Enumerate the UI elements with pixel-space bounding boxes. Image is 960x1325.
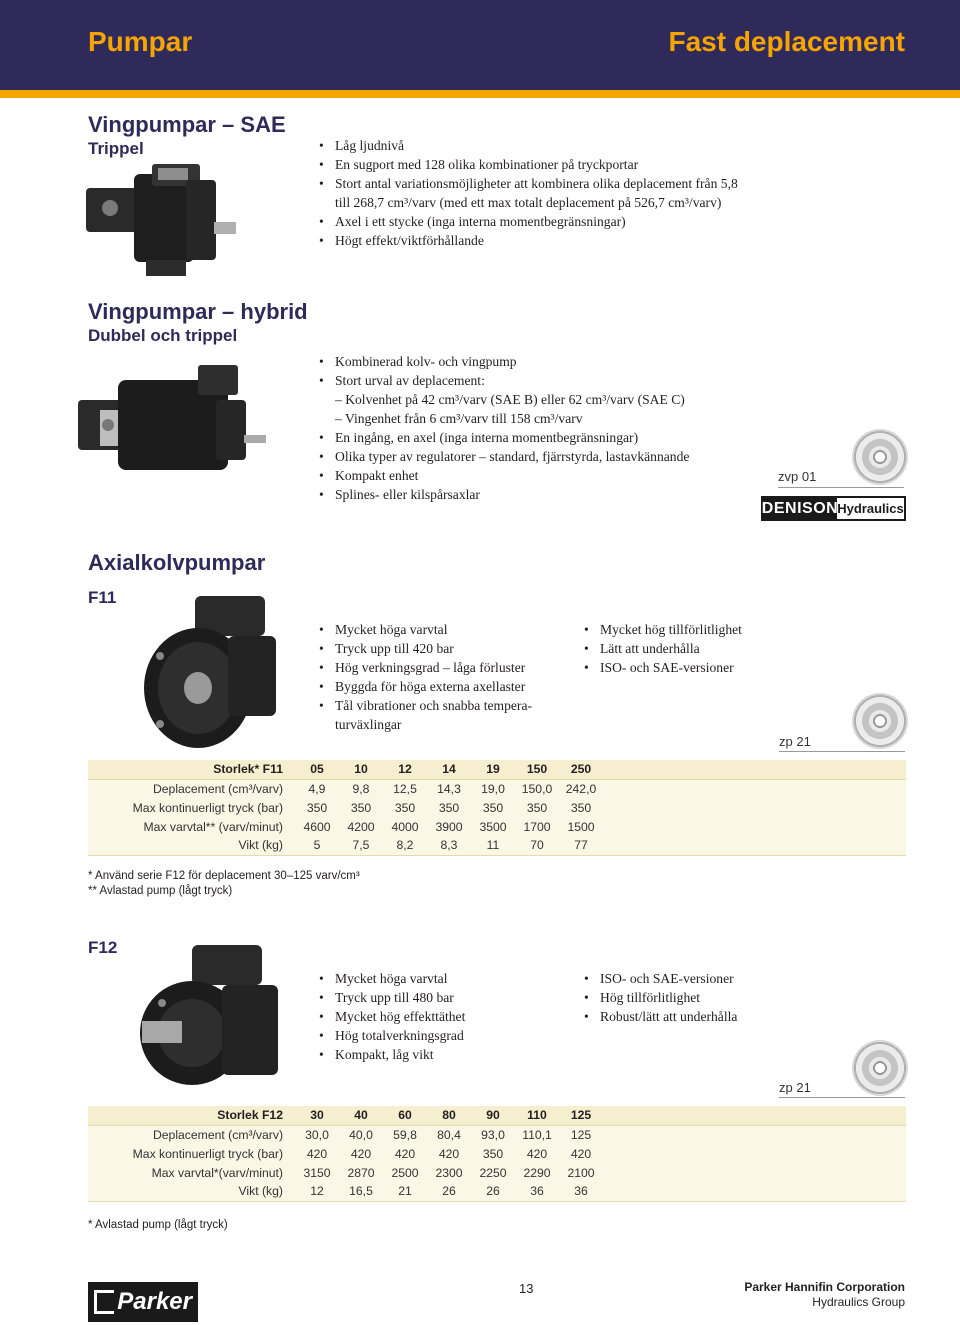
sae-bullet-list [317, 136, 738, 250]
value-cell: 2100 [559, 1163, 603, 1182]
value-cell: 420 [515, 1144, 559, 1163]
value-cell: 420 [427, 1144, 471, 1163]
f12-bullet: • Tryck upp till 480 bar [317, 988, 465, 1007]
size-cell: 14 [427, 760, 471, 779]
f12-bullet: • ISO- och SAE-versioner [582, 969, 737, 988]
f11-catalog-ref: zp 21 [779, 734, 811, 749]
cd-icon [852, 1040, 908, 1096]
hybrid-bullet: • Stort urval av deplacement: [317, 371, 689, 390]
row-label: Max varvtal** (varv/minut) [88, 817, 295, 836]
table-row [88, 1182, 906, 1201]
row-label: Max kontinuerligt tryck (bar) [88, 798, 295, 817]
value-cell: 350 [383, 798, 427, 817]
f12-bullet-list-left [317, 969, 465, 1064]
value-cell: 12 [295, 1182, 339, 1201]
value-cell: 5 [295, 836, 339, 855]
value-cell: 80,4 [427, 1125, 471, 1144]
cd-icon [852, 693, 908, 749]
table-header-row [88, 1106, 906, 1125]
table-header-row [88, 760, 906, 779]
f12-title: F12 [88, 938, 118, 957]
f11-bullet: • Tål vibrationer och snabba tempera- [317, 696, 532, 715]
table-row [88, 1163, 906, 1182]
f11-bullet: • Lätt att underhålla [582, 639, 742, 658]
hybrid-subbullet: – Kolvenhet på 42 cm³/varv (SAE B) eller 62 cm³/varv (SAE C) [335, 392, 685, 407]
value-cell: 40,0 [339, 1125, 383, 1144]
value-cell: 3500 [471, 817, 515, 836]
parker-mark-icon [94, 1290, 114, 1314]
ref-underline [779, 1097, 905, 1098]
size-cell: 12 [383, 760, 427, 779]
value-cell: 2250 [471, 1163, 515, 1182]
f12-bullet: • Mycket höga varvtal [317, 969, 465, 988]
value-cell: 59,8 [383, 1125, 427, 1144]
value-cell: 26 [471, 1182, 515, 1201]
value-cell: 3150 [295, 1163, 339, 1182]
table-row [88, 1144, 906, 1163]
f12-spec-table [88, 1106, 906, 1202]
value-cell: 9,8 [339, 779, 383, 798]
hybrid-catalog-ref: zvp 01 [778, 469, 817, 484]
cd-icon [852, 429, 908, 485]
value-cell: 8,2 [383, 836, 427, 855]
value-cell: 242,0 [559, 779, 603, 798]
value-cell: 420 [339, 1144, 383, 1163]
page-number: 13 [519, 1281, 534, 1296]
ref-underline [779, 751, 905, 752]
table-row [88, 798, 906, 817]
value-cell: 150,0 [515, 779, 559, 798]
denison-logo [761, 496, 906, 521]
f12-bullet-list-right [582, 969, 737, 1026]
value-cell: 12,5 [383, 779, 427, 798]
row-label: Vikt (kg) [88, 836, 295, 855]
size-cell: 60 [383, 1106, 427, 1125]
f11-footnotes [88, 869, 360, 899]
sae-bullet: • Högt effekt/viktförhållande [317, 231, 738, 250]
footnote: ** Avlastad pump (lågt tryck) [88, 885, 233, 897]
size-cell: 250 [559, 760, 603, 779]
value-cell: 3900 [427, 817, 471, 836]
row-label: Deplacement (cm³/varv) [88, 1125, 295, 1144]
f12-bullet: • Kompakt, låg vikt [317, 1045, 465, 1064]
table-header-label: Storlek F12 [88, 1106, 295, 1125]
value-cell: 14,3 [427, 779, 471, 798]
value-cell: 16,5 [339, 1182, 383, 1201]
hybrid-subbullet: – Vingenhet från 6 cm³/varv till 158 cm³/varv [335, 411, 583, 426]
row-label: Deplacement (cm³/varv) [88, 779, 295, 798]
value-cell: 2290 [515, 1163, 559, 1182]
hybrid-bullet: • Splines- eller kilspårsaxlar [317, 485, 689, 504]
f11-bullet-list-left [317, 620, 532, 734]
size-cell: 80 [427, 1106, 471, 1125]
footnote: * Använd serie F12 för deplacement 30–125 varv/cm³ [88, 870, 360, 882]
value-cell: 26 [427, 1182, 471, 1201]
row-label: Vikt (kg) [88, 1182, 295, 1201]
sae-pump-image [86, 160, 238, 280]
f12-catalog-ref: zp 21 [779, 1080, 811, 1095]
value-cell: 350 [471, 798, 515, 817]
size-cell: 110 [515, 1106, 559, 1125]
f12-bullet: • Robust/lätt att underhålla [582, 1007, 737, 1026]
sae-bullet: • En sugport med 128 olika kombinationer på tryckportar [317, 155, 738, 174]
value-cell: 4,9 [295, 779, 339, 798]
table-row [88, 779, 906, 798]
header-left-title: Pumpar [88, 26, 193, 57]
value-cell: 30,0 [295, 1125, 339, 1144]
f11-bullet-list-right [582, 620, 742, 677]
row-label: Max varvtal*(varv/minut) [88, 1163, 295, 1182]
hybrid-bullet: • Olika typer av regulatorer – standard, fjärrstyrda, lastavkännande [317, 447, 689, 466]
value-cell: 1700 [515, 817, 559, 836]
value-cell: 1500 [559, 817, 603, 836]
header-stripe [0, 90, 960, 98]
value-cell: 77 [559, 836, 603, 855]
value-cell: 21 [383, 1182, 427, 1201]
value-cell: 350 [559, 798, 603, 817]
denison-logo-suffix: Hydraulics [837, 501, 904, 516]
f11-bullet: • Mycket hög tillförlitlighet [582, 620, 742, 639]
size-cell: 19 [471, 760, 515, 779]
company-group: Hydraulics Group [812, 1295, 905, 1309]
value-cell: 36 [515, 1182, 559, 1201]
sae-bullet: • Låg ljudnivå [317, 136, 738, 155]
value-cell: 19,0 [471, 779, 515, 798]
value-cell: 36 [559, 1182, 603, 1201]
sae-bullet-continued: till 268,7 cm³/varv (med ett max totalt deplacement på 526,7 cm³/varv) [335, 195, 722, 210]
parker-logo [88, 1282, 198, 1322]
header-right-title: Fast deplacement [668, 26, 905, 57]
value-cell: 125 [559, 1125, 603, 1144]
company-block [744, 1280, 905, 1310]
f11-bullet: • Byggda för höga externa axellaster [317, 677, 532, 696]
value-cell: 350 [339, 798, 383, 817]
hybrid-subtitle: Dubbel och trippel [88, 326, 238, 345]
axial-title: Axialkolvpumpar [88, 550, 266, 575]
size-cell: 125 [559, 1106, 603, 1125]
hybrid-bullet: • Kombinerad kolv- och vingpump [317, 352, 689, 371]
value-cell: 420 [295, 1144, 339, 1163]
value-cell: 110,1 [515, 1125, 559, 1144]
f11-bullet: • Tryck upp till 420 bar [317, 639, 532, 658]
row-label: Max kontinuerligt tryck (bar) [88, 1144, 295, 1163]
value-cell: 2870 [339, 1163, 383, 1182]
hybrid-title: Vingpumpar – hybrid [88, 299, 308, 324]
footnote: * Avlastad pump (lågt tryck) [88, 1219, 228, 1231]
value-cell: 4200 [339, 817, 383, 836]
f11-bullet: • Hög verkningsgrad – låga förluster [317, 658, 532, 677]
size-cell: 05 [295, 760, 339, 779]
f11-pump-image [140, 596, 280, 754]
value-cell: 2500 [383, 1163, 427, 1182]
value-cell: 7,5 [339, 836, 383, 855]
value-cell: 11 [471, 836, 515, 855]
ref-underline [778, 487, 904, 488]
table-row [88, 836, 906, 855]
company-name: Parker Hannifin Corporation [744, 1280, 905, 1294]
table-header-label: Storlek* F11 [88, 760, 295, 779]
size-cell: 150 [515, 760, 559, 779]
hybrid-bullet-list [317, 352, 689, 504]
f12-footnotes [88, 1218, 228, 1233]
table-row [88, 1125, 906, 1144]
f12-bullet: • Hög totalverkningsgrad [317, 1026, 465, 1045]
f12-bullet: • Hög tillförlitlighet [582, 988, 737, 1007]
sae-bullet: • Stort antal variationsmöjligheter att kombinera olika deplacement från 5,8 [317, 174, 738, 193]
denison-logo-name: DENISON [763, 498, 837, 519]
size-cell: 30 [295, 1106, 339, 1125]
f12-bullet: • Mycket hög effekttäthet [317, 1007, 465, 1026]
f11-bullet-continued: turväxlingar [335, 717, 402, 732]
value-cell: 420 [383, 1144, 427, 1163]
value-cell: 70 [515, 836, 559, 855]
hybrid-bullet: • En ingång, en axel (inga interna momentbegränsningar) [317, 428, 689, 447]
table-row [88, 817, 906, 836]
parker-logo-text: Parker [117, 1288, 192, 1315]
size-cell: 10 [339, 760, 383, 779]
sae-subtitle: Trippel [88, 139, 144, 158]
value-cell: 93,0 [471, 1125, 515, 1144]
sae-title: Vingpumpar – SAE [88, 112, 286, 137]
sae-bullet: • Axel i ett stycke (inga interna momentbegränsningar) [317, 212, 738, 231]
value-cell: 350 [471, 1144, 515, 1163]
f11-spec-table [88, 760, 906, 856]
f11-bullet: • ISO- och SAE-versioner [582, 658, 742, 677]
hybrid-pump-image [78, 360, 268, 475]
value-cell: 8,3 [427, 836, 471, 855]
size-cell: 90 [471, 1106, 515, 1125]
value-cell: 350 [427, 798, 471, 817]
value-cell: 4600 [295, 817, 339, 836]
f12-pump-image [122, 945, 282, 1090]
hybrid-bullet: • Kompakt enhet [317, 466, 689, 485]
value-cell: 350 [515, 798, 559, 817]
value-cell: 4000 [383, 817, 427, 836]
f11-bullet: • Mycket höga varvtal [317, 620, 532, 639]
value-cell: 350 [295, 798, 339, 817]
f11-title: F11 [88, 588, 117, 607]
value-cell: 2300 [427, 1163, 471, 1182]
size-cell: 40 [339, 1106, 383, 1125]
value-cell: 420 [559, 1144, 603, 1163]
